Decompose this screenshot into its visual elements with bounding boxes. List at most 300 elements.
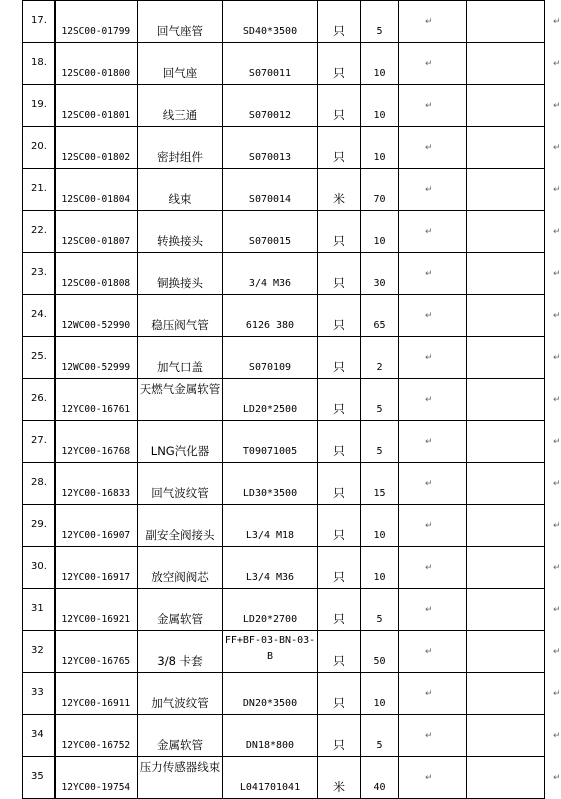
paragraph-mark-icon: ↵ bbox=[425, 479, 433, 489]
part-quantity-cell bbox=[361, 505, 399, 547]
part-unit: 只 bbox=[332, 24, 345, 38]
part-spec-cell bbox=[223, 295, 318, 337]
row-number: 27. bbox=[31, 435, 47, 446]
part-code-cell bbox=[55, 463, 138, 505]
part-spec: LD30*3500 bbox=[242, 488, 298, 499]
part-code: 12WC00-52990 bbox=[61, 320, 131, 331]
table-row bbox=[23, 253, 545, 295]
part-code: 12YC00-16768 bbox=[61, 446, 131, 457]
part-quantity: 5 bbox=[376, 740, 383, 751]
row-number: 31 bbox=[31, 603, 44, 614]
part-unit: 只 bbox=[332, 318, 345, 332]
part-spec-cell bbox=[223, 127, 318, 169]
row-number: 32 bbox=[31, 645, 44, 656]
part-name-cell bbox=[138, 757, 223, 799]
part-code-cell bbox=[55, 337, 138, 379]
part-quantity: 65 bbox=[373, 320, 386, 331]
empty-cell-b bbox=[467, 127, 561, 169]
empty-cell-a bbox=[399, 547, 467, 589]
part-quantity: 70 bbox=[373, 194, 386, 205]
table-row bbox=[23, 631, 545, 673]
row-number-cell bbox=[23, 547, 55, 589]
part-name: 稳压阀气管 bbox=[151, 318, 209, 332]
paragraph-mark-icon: ↵ bbox=[553, 311, 561, 321]
part-unit-cell bbox=[318, 673, 361, 715]
paragraph-mark-icon: ↵ bbox=[425, 521, 433, 531]
empty-cell-b bbox=[467, 421, 561, 463]
empty-cell-a bbox=[399, 295, 467, 337]
part-name-cell bbox=[138, 85, 223, 127]
empty-cell-a bbox=[399, 589, 467, 631]
empty-cell-a bbox=[399, 253, 467, 295]
empty-cell-b bbox=[467, 211, 561, 253]
part-spec: S070109 bbox=[248, 362, 292, 373]
paragraph-mark-icon: ↵ bbox=[425, 647, 433, 657]
table-row bbox=[23, 1, 545, 43]
part-spec-cell bbox=[223, 253, 318, 295]
part-quantity: 10 bbox=[373, 152, 386, 163]
row-number-cell bbox=[23, 421, 55, 463]
part-quantity: 40 bbox=[373, 782, 386, 793]
part-spec-cell bbox=[223, 631, 318, 673]
part-spec: L041701041 bbox=[239, 782, 301, 793]
row-number-cell bbox=[23, 589, 55, 631]
paragraph-mark-icon: ↵ bbox=[425, 185, 433, 195]
paragraph-mark-icon: ↵ bbox=[553, 773, 561, 783]
part-spec-cell bbox=[223, 1, 318, 43]
part-code: 12SC00-01802 bbox=[61, 152, 131, 163]
parts-table bbox=[22, 0, 561, 799]
row-number-cell bbox=[23, 505, 55, 547]
row-number-cell bbox=[23, 253, 55, 295]
table-row bbox=[23, 547, 545, 589]
part-quantity: 15 bbox=[373, 488, 386, 499]
part-unit: 米 bbox=[332, 192, 345, 206]
row-number-cell bbox=[23, 1, 55, 43]
part-unit: 只 bbox=[332, 150, 345, 164]
paragraph-mark-icon: ↵ bbox=[425, 59, 433, 69]
part-name-cell bbox=[138, 463, 223, 505]
part-spec-cell bbox=[223, 715, 318, 757]
paragraph-mark-icon: ↵ bbox=[553, 731, 561, 741]
part-code-cell bbox=[55, 505, 138, 547]
part-quantity-cell bbox=[361, 757, 399, 799]
part-quantity: 10 bbox=[373, 698, 386, 709]
paragraph-mark-icon: ↵ bbox=[425, 731, 433, 741]
part-code: 12SC00-01804 bbox=[61, 194, 131, 205]
part-code-cell bbox=[55, 757, 138, 799]
part-spec-cell bbox=[223, 169, 318, 211]
empty-cell-b bbox=[467, 463, 561, 505]
row-number: 33 bbox=[31, 687, 44, 698]
table-row bbox=[23, 757, 545, 799]
paragraph-mark-icon: ↵ bbox=[425, 605, 433, 615]
part-spec: LD20*2500 bbox=[242, 404, 298, 415]
empty-cell-a bbox=[399, 631, 467, 673]
part-name-cell bbox=[138, 127, 223, 169]
row-number-cell bbox=[23, 127, 55, 169]
part-code: 12WC00-52999 bbox=[61, 362, 131, 373]
part-spec-cell bbox=[223, 589, 318, 631]
part-code-cell bbox=[55, 127, 138, 169]
empty-cell-a bbox=[399, 463, 467, 505]
row-number-cell bbox=[23, 295, 55, 337]
part-unit: 只 bbox=[332, 612, 345, 626]
part-code-cell bbox=[55, 211, 138, 253]
row-number: 35 bbox=[31, 771, 44, 782]
part-code-cell bbox=[55, 547, 138, 589]
empty-cell-b bbox=[467, 673, 561, 715]
part-name-cell bbox=[138, 589, 223, 631]
part-unit-cell bbox=[318, 43, 361, 85]
paragraph-mark-icon: ↵ bbox=[553, 521, 561, 531]
paragraph-mark-icon: ↵ bbox=[553, 647, 561, 657]
part-name: 密封组件 bbox=[157, 150, 203, 164]
part-spec-cell bbox=[223, 673, 318, 715]
empty-cell-b bbox=[467, 547, 561, 589]
part-quantity: 10 bbox=[373, 68, 386, 79]
part-unit: 只 bbox=[332, 528, 345, 542]
part-spec-cell bbox=[223, 505, 318, 547]
row-number: 29. bbox=[31, 519, 47, 530]
part-quantity-cell bbox=[361, 463, 399, 505]
part-name: 回气座管 bbox=[157, 24, 203, 38]
paragraph-mark-icon: ↵ bbox=[553, 143, 561, 153]
part-name-cell bbox=[138, 547, 223, 589]
table-row bbox=[23, 211, 545, 253]
row-number-cell bbox=[23, 715, 55, 757]
row-number-cell bbox=[23, 631, 55, 673]
row-number: 34 bbox=[31, 729, 44, 740]
part-unit-cell bbox=[318, 295, 361, 337]
empty-cell-a bbox=[399, 127, 467, 169]
part-code: 12SC00-01800 bbox=[61, 68, 131, 79]
part-name-cell bbox=[138, 211, 223, 253]
row-number: 19. bbox=[31, 99, 47, 110]
part-unit-cell bbox=[318, 463, 361, 505]
part-unit: 只 bbox=[332, 402, 345, 416]
part-spec-cell bbox=[223, 547, 318, 589]
part-unit: 只 bbox=[332, 654, 345, 668]
row-number-cell bbox=[23, 169, 55, 211]
table-row bbox=[23, 295, 545, 337]
part-spec: DN18*800 bbox=[245, 740, 295, 751]
parts-table-body bbox=[23, 1, 561, 799]
table-row bbox=[23, 85, 545, 127]
part-unit: 只 bbox=[332, 738, 345, 752]
part-spec-cell bbox=[223, 85, 318, 127]
empty-cell-b bbox=[467, 715, 561, 757]
part-code: 12YC00-16921 bbox=[61, 614, 131, 625]
part-quantity-cell bbox=[361, 715, 399, 757]
part-name: 金属软管 bbox=[157, 738, 203, 752]
row-number-cell bbox=[23, 379, 55, 421]
empty-cell-a bbox=[399, 337, 467, 379]
paragraph-mark-icon: ↵ bbox=[553, 437, 561, 447]
part-unit-cell bbox=[318, 85, 361, 127]
part-code-cell bbox=[55, 379, 138, 421]
table-row bbox=[23, 715, 545, 757]
part-spec: FF+BF-03-BN-03-B bbox=[224, 635, 316, 662]
part-spec: S070015 bbox=[248, 236, 292, 247]
paragraph-mark-icon: ↵ bbox=[425, 563, 433, 573]
paragraph-mark-icon: ↵ bbox=[425, 269, 433, 279]
row-number: 23. bbox=[31, 267, 47, 278]
part-spec: S070012 bbox=[248, 110, 292, 121]
part-unit: 米 bbox=[332, 780, 345, 794]
part-spec: 3/4 M36 bbox=[248, 278, 292, 289]
empty-cell-a bbox=[399, 169, 467, 211]
paragraph-mark-icon: ↵ bbox=[553, 227, 561, 237]
part-name: 3/8 卡套 bbox=[157, 654, 203, 668]
table-row bbox=[23, 463, 545, 505]
empty-cell-a bbox=[399, 43, 467, 85]
part-code-cell bbox=[55, 169, 138, 211]
part-quantity-cell bbox=[361, 1, 399, 43]
empty-cell-b bbox=[467, 631, 561, 673]
part-code: 12YC00-19754 bbox=[61, 782, 131, 793]
part-spec-cell bbox=[223, 379, 318, 421]
part-quantity-cell bbox=[361, 547, 399, 589]
part-code-cell bbox=[55, 673, 138, 715]
part-name: 放空阀阀芯 bbox=[151, 570, 209, 584]
paragraph-mark-icon: ↵ bbox=[553, 101, 561, 111]
part-code: 12YC00-16765 bbox=[61, 656, 131, 667]
part-quantity-cell bbox=[361, 43, 399, 85]
paragraph-mark-icon: ↵ bbox=[425, 395, 433, 405]
part-quantity-cell bbox=[361, 127, 399, 169]
part-name-cell bbox=[138, 1, 223, 43]
part-quantity-cell bbox=[361, 169, 399, 211]
row-number-cell bbox=[23, 43, 55, 85]
table-row bbox=[23, 379, 545, 421]
part-code-cell bbox=[55, 295, 138, 337]
part-spec: L3/4 M36 bbox=[245, 572, 295, 583]
part-unit: 只 bbox=[332, 234, 345, 248]
table-row bbox=[23, 673, 545, 715]
empty-cell-b bbox=[467, 295, 561, 337]
part-code-cell bbox=[55, 715, 138, 757]
paragraph-mark-icon: ↵ bbox=[553, 353, 561, 363]
part-name-cell bbox=[138, 169, 223, 211]
part-unit: 只 bbox=[332, 444, 345, 458]
row-number-cell bbox=[23, 463, 55, 505]
row-number-cell bbox=[23, 757, 55, 799]
part-unit-cell bbox=[318, 1, 361, 43]
empty-cell-a bbox=[399, 379, 467, 421]
part-name: 铜换接头 bbox=[157, 276, 203, 290]
paragraph-mark-icon: ↵ bbox=[553, 269, 561, 279]
part-unit: 只 bbox=[332, 66, 345, 80]
part-quantity: 10 bbox=[373, 110, 386, 121]
part-unit-cell bbox=[318, 547, 361, 589]
table-row bbox=[23, 43, 545, 85]
paragraph-mark-icon: ↵ bbox=[553, 479, 561, 489]
empty-cell-a bbox=[399, 757, 467, 799]
empty-cell-a bbox=[399, 421, 467, 463]
paragraph-mark-icon: ↵ bbox=[425, 227, 433, 237]
part-spec: S070013 bbox=[248, 152, 292, 163]
part-quantity-cell bbox=[361, 631, 399, 673]
part-spec: S070014 bbox=[248, 194, 292, 205]
table-row bbox=[23, 337, 545, 379]
paragraph-mark-icon: ↵ bbox=[425, 101, 433, 111]
empty-cell-a bbox=[399, 715, 467, 757]
row-number: 18. bbox=[31, 57, 47, 68]
part-quantity: 5 bbox=[376, 404, 383, 415]
paragraph-mark-icon: ↵ bbox=[425, 143, 433, 153]
part-code: 12YC00-16752 bbox=[61, 740, 131, 751]
part-code: 12YC00-16761 bbox=[61, 404, 131, 415]
part-name-cell bbox=[138, 673, 223, 715]
row-number: 22. bbox=[31, 225, 47, 236]
paragraph-mark-icon: ↵ bbox=[553, 395, 561, 405]
part-spec-cell bbox=[223, 463, 318, 505]
empty-cell-a bbox=[399, 673, 467, 715]
row-number: 26. bbox=[31, 393, 47, 404]
part-quantity-cell bbox=[361, 295, 399, 337]
part-name-cell bbox=[138, 337, 223, 379]
part-code-cell bbox=[55, 85, 138, 127]
part-name: 回气波纹管 bbox=[151, 486, 209, 500]
empty-cell-a bbox=[399, 211, 467, 253]
part-quantity: 10 bbox=[373, 572, 386, 583]
paragraph-mark-icon: ↵ bbox=[553, 605, 561, 615]
part-unit-cell bbox=[318, 211, 361, 253]
part-unit: 只 bbox=[332, 276, 345, 290]
part-quantity-cell bbox=[361, 85, 399, 127]
empty-cell-b bbox=[467, 379, 561, 421]
part-quantity-cell bbox=[361, 673, 399, 715]
row-number-cell bbox=[23, 85, 55, 127]
empty-cell-b bbox=[467, 1, 561, 43]
part-name: 线三通 bbox=[162, 108, 198, 122]
empty-cell-b bbox=[467, 757, 561, 799]
empty-cell-b bbox=[467, 85, 561, 127]
part-quantity-cell bbox=[361, 337, 399, 379]
paragraph-mark-icon: ↵ bbox=[425, 17, 433, 27]
part-name-cell bbox=[138, 631, 223, 673]
part-name-cell bbox=[138, 421, 223, 463]
part-name-cell bbox=[138, 295, 223, 337]
empty-cell-b bbox=[467, 43, 561, 85]
part-code: 12YC00-16833 bbox=[61, 488, 131, 499]
part-spec: 6126 380 bbox=[245, 320, 295, 331]
part-unit-cell bbox=[318, 169, 361, 211]
empty-cell-b bbox=[467, 505, 561, 547]
paragraph-mark-icon: ↵ bbox=[553, 563, 561, 573]
paragraph-mark-icon: ↵ bbox=[425, 353, 433, 363]
paragraph-mark-icon: ↵ bbox=[425, 773, 433, 783]
row-number: 24. bbox=[31, 309, 47, 320]
part-quantity: 50 bbox=[373, 656, 386, 667]
part-code-cell bbox=[55, 421, 138, 463]
empty-cell-b bbox=[467, 337, 561, 379]
table-row bbox=[23, 421, 545, 463]
part-quantity: 10 bbox=[373, 530, 386, 541]
part-code-cell bbox=[55, 589, 138, 631]
empty-cell-b bbox=[467, 169, 561, 211]
row-number: 25. bbox=[31, 351, 47, 362]
part-unit: 只 bbox=[332, 570, 345, 584]
part-unit-cell bbox=[318, 379, 361, 421]
part-code-cell bbox=[55, 631, 138, 673]
part-unit: 只 bbox=[332, 108, 345, 122]
part-name: 加气口盖 bbox=[157, 360, 203, 374]
part-code-cell bbox=[55, 253, 138, 295]
part-code: 12SC00-01808 bbox=[61, 278, 131, 289]
part-name-cell bbox=[138, 505, 223, 547]
paragraph-mark-icon: ↵ bbox=[553, 185, 561, 195]
part-spec-cell bbox=[223, 211, 318, 253]
part-code: 12SC00-01801 bbox=[61, 110, 131, 121]
part-quantity-cell bbox=[361, 379, 399, 421]
part-name: 压力传感器线束 bbox=[139, 760, 221, 774]
part-unit-cell bbox=[318, 253, 361, 295]
part-code-cell bbox=[55, 43, 138, 85]
part-spec: SD40*3500 bbox=[242, 26, 298, 37]
part-quantity: 10 bbox=[373, 236, 386, 247]
part-quantity-cell bbox=[361, 253, 399, 295]
part-spec-cell bbox=[223, 337, 318, 379]
part-quantity-cell bbox=[361, 211, 399, 253]
part-unit-cell bbox=[318, 421, 361, 463]
part-quantity: 5 bbox=[376, 614, 383, 625]
part-unit-cell bbox=[318, 589, 361, 631]
part-code: 12YC00-16907 bbox=[61, 530, 131, 541]
part-quantity-cell bbox=[361, 589, 399, 631]
part-unit-cell bbox=[318, 337, 361, 379]
part-spec-cell bbox=[223, 757, 318, 799]
part-quantity: 2 bbox=[376, 362, 383, 373]
table-row bbox=[23, 127, 545, 169]
empty-cell-a bbox=[399, 85, 467, 127]
part-spec: DN20*3500 bbox=[242, 698, 298, 709]
part-name: 天燃气金属软管 bbox=[139, 382, 221, 396]
part-name-cell bbox=[138, 43, 223, 85]
part-unit-cell bbox=[318, 631, 361, 673]
part-spec: L3/4 M18 bbox=[245, 530, 295, 541]
empty-cell-a bbox=[399, 505, 467, 547]
part-spec: T09071005 bbox=[242, 446, 298, 457]
row-number-cell bbox=[23, 211, 55, 253]
part-code: 12SC00-01807 bbox=[61, 236, 131, 247]
part-name-cell bbox=[138, 715, 223, 757]
row-number: 28. bbox=[31, 477, 47, 488]
part-name: 副安全阀接头 bbox=[145, 528, 215, 542]
empty-cell-b bbox=[467, 589, 561, 631]
table-row bbox=[23, 169, 545, 211]
part-unit-cell bbox=[318, 715, 361, 757]
paragraph-mark-icon: ↵ bbox=[553, 59, 561, 69]
paragraph-mark-icon: ↵ bbox=[425, 311, 433, 321]
part-unit: 只 bbox=[332, 360, 345, 374]
part-spec-cell bbox=[223, 43, 318, 85]
part-code: 12YC00-16917 bbox=[61, 572, 131, 583]
paragraph-mark-icon: ↵ bbox=[553, 689, 561, 699]
part-name: 金属软管 bbox=[157, 612, 203, 626]
row-number-cell bbox=[23, 337, 55, 379]
part-name-cell bbox=[138, 253, 223, 295]
row-number: 17. bbox=[31, 15, 47, 26]
part-unit-cell bbox=[318, 757, 361, 799]
part-quantity: 30 bbox=[373, 278, 386, 289]
part-spec-cell bbox=[223, 421, 318, 463]
paragraph-mark-icon: ↵ bbox=[425, 437, 433, 447]
part-quantity-cell bbox=[361, 421, 399, 463]
part-name: 回气座 bbox=[162, 66, 198, 80]
part-code: 12YC00-16911 bbox=[61, 698, 131, 709]
